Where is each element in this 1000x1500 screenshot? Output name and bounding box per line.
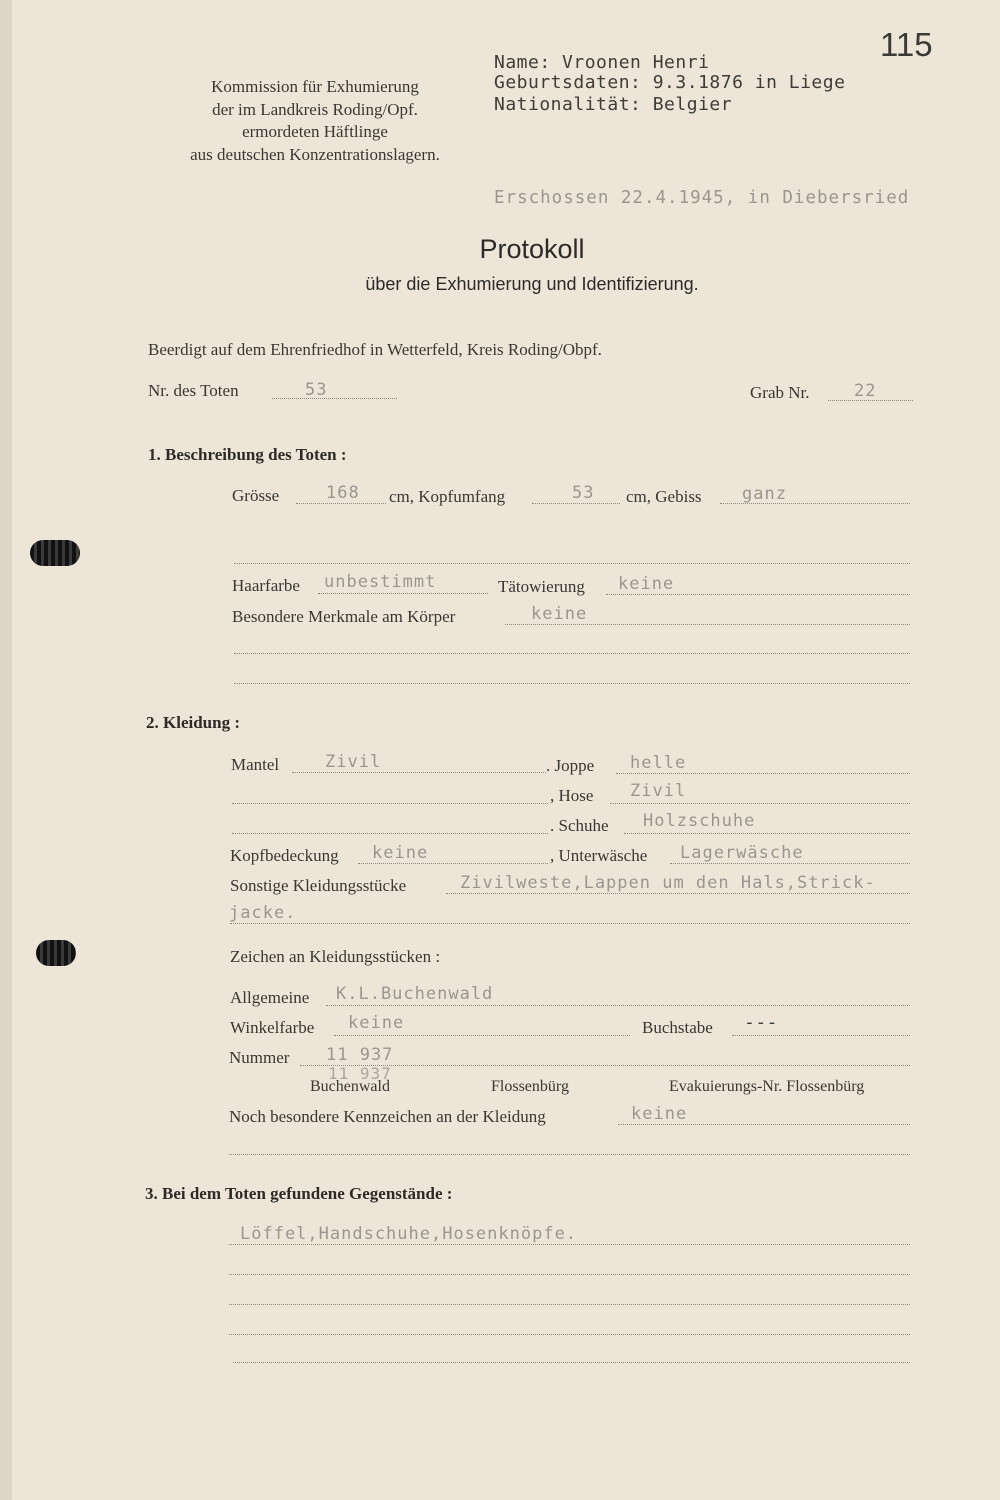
burial-line: Beerdigt auf dem Ehrenfriedhof in Wetterfeld, Kreis Roding/Obpf. bbox=[148, 340, 602, 359]
joppe-value: helle bbox=[630, 753, 687, 773]
buchstabe-label: Buchstabe bbox=[642, 1018, 713, 1037]
person-nationality: Nationalität: Belgier bbox=[494, 94, 733, 115]
blank-line-7 bbox=[229, 1334, 910, 1335]
haarfarbe-value: unbestimmt bbox=[324, 572, 437, 592]
hose-line bbox=[610, 803, 910, 804]
punch-hole-top bbox=[30, 540, 80, 566]
items-value: Löffel,Handschuhe,Hosenknöpfe. bbox=[240, 1224, 578, 1244]
hose-blank-line bbox=[232, 803, 548, 804]
flossenbuerg-label: Flossenbürg bbox=[491, 1078, 569, 1095]
taetowierung-line bbox=[606, 594, 910, 595]
paper-edge bbox=[0, 0, 12, 1500]
unterwaesche-value: Lagerwäsche bbox=[680, 843, 804, 863]
mantel-label: Mantel bbox=[231, 755, 280, 774]
sonstige-label: Sonstige Kleidungsstücke bbox=[230, 876, 407, 895]
items-line bbox=[229, 1244, 910, 1245]
haarfarbe-line bbox=[318, 593, 488, 594]
page-title: Protokoll bbox=[479, 234, 585, 264]
kopfbedeckung-value: keine bbox=[372, 843, 429, 863]
joppe-line bbox=[616, 773, 910, 774]
punch-hole-bottom bbox=[36, 940, 76, 966]
blank-line-1 bbox=[234, 563, 910, 564]
sonstige-value-1: Zivilweste,Lappen um den Hals,Strick- bbox=[460, 873, 876, 893]
sonstige-line bbox=[446, 893, 910, 894]
blank-line-3 bbox=[234, 683, 910, 684]
allgemeine-label: Allgemeine bbox=[230, 988, 310, 1007]
sonstige-value-2: jacke. bbox=[229, 903, 297, 923]
kopfumfang-value: 53 bbox=[572, 483, 595, 503]
commission-line: der im Landkreis Roding/Opf. bbox=[212, 99, 418, 119]
noch-value: keine bbox=[631, 1104, 688, 1124]
unterwaesche-label: , Unterwäsche bbox=[550, 846, 648, 865]
nummer-value-overlap: 11 937 bbox=[328, 1064, 392, 1083]
hose-value: Zivil bbox=[630, 781, 687, 801]
zeichen-heading: Zeichen an Kleidungsstücken : bbox=[230, 947, 441, 966]
kopfbedeckung-line bbox=[358, 863, 548, 864]
joppe-label: . Joppe bbox=[546, 756, 595, 775]
buchstabe-line bbox=[732, 1035, 910, 1036]
mantel-line bbox=[292, 772, 546, 773]
buchstabe-value: --- bbox=[744, 1012, 779, 1033]
page-number: 115 bbox=[880, 26, 933, 63]
commission-header bbox=[155, 76, 475, 166]
kopfumfang-label: cm, Kopfumfang bbox=[389, 487, 506, 506]
section1-heading: 1. Beschreibung des Toten : bbox=[148, 445, 347, 464]
groesse-value: 168 bbox=[326, 483, 360, 503]
taetowierung-value: keine bbox=[618, 574, 675, 594]
hose-label: , Hose bbox=[550, 786, 594, 805]
sonstige-line-2 bbox=[230, 923, 910, 924]
blank-line-5 bbox=[229, 1274, 910, 1275]
blank-line-6 bbox=[229, 1304, 910, 1305]
section2-heading: 2. Kleidung : bbox=[146, 713, 240, 732]
taetowierung-label: Tätowierung bbox=[498, 577, 585, 596]
noch-line bbox=[618, 1124, 910, 1125]
dead-number-line bbox=[272, 398, 397, 399]
page-subtitle: über die Exhumierung und Identifizierung. bbox=[365, 274, 699, 294]
gebiss-value: ganz bbox=[742, 484, 787, 504]
schuhe-line bbox=[624, 833, 910, 834]
groesse-line bbox=[296, 503, 386, 504]
schuhe-value: Holzschuhe bbox=[643, 811, 756, 831]
commission-line: aus deutschen Konzentrationslagern. bbox=[190, 144, 440, 164]
person-shot: Erschossen 22.4.1945, in Diebersried bbox=[494, 188, 910, 208]
schuhe-blank-line bbox=[232, 833, 548, 834]
person-birth: Geburtsdaten: 9.3.1876 in Liege bbox=[494, 72, 846, 93]
winkelfarbe-value: keine bbox=[348, 1013, 405, 1033]
allgemeine-line bbox=[326, 1005, 910, 1006]
schuhe-label: . Schuhe bbox=[550, 816, 609, 835]
haarfarbe-label: Haarfarbe bbox=[232, 576, 300, 595]
merkmale-line bbox=[505, 624, 910, 625]
section3-heading: 3. Bei dem Toten gefundene Gegenstände : bbox=[145, 1184, 453, 1203]
grave-value: 22 bbox=[854, 381, 877, 401]
grave-label: Grab Nr. bbox=[750, 383, 810, 402]
blank-line-2 bbox=[234, 653, 910, 654]
merkmale-value: keine bbox=[531, 604, 588, 624]
person-name: Name: Vroonen Henri bbox=[494, 52, 710, 73]
noch-label: Noch besondere Kennzeichen an der Kleidung bbox=[229, 1107, 546, 1126]
nummer-value: 11 937 bbox=[326, 1045, 394, 1065]
evakuierung-label: Evakuierungs-Nr. Flossenbürg bbox=[669, 1078, 865, 1095]
blank-line-4 bbox=[229, 1154, 910, 1155]
buchenwald-label: Buchenwald bbox=[310, 1078, 390, 1095]
mantel-value: Zivil bbox=[325, 752, 382, 772]
blank-line-8 bbox=[233, 1362, 910, 1363]
allgemeine-value: K.L.Buchenwald bbox=[336, 984, 494, 1004]
kopfbedeckung-label: Kopfbedeckung bbox=[230, 846, 339, 865]
winkelfarbe-label: Winkelfarbe bbox=[230, 1018, 315, 1037]
unterwaesche-line bbox=[670, 863, 910, 864]
merkmale-label: Besondere Merkmale am Körper bbox=[232, 607, 456, 626]
groesse-label: Grösse bbox=[232, 486, 280, 505]
dead-number-value: 53 bbox=[305, 380, 328, 400]
winkelfarbe-line bbox=[334, 1035, 630, 1036]
gebiss-label: cm, Gebiss bbox=[626, 487, 702, 506]
nummer-label: Nummer bbox=[229, 1048, 290, 1067]
dead-number-label: Nr. des Toten bbox=[148, 381, 239, 400]
commission-line: Kommission für Exhumierung bbox=[211, 77, 419, 96]
commission-line: ermordeten Häftlinge bbox=[242, 122, 388, 141]
kopfumfang-line bbox=[532, 503, 620, 504]
